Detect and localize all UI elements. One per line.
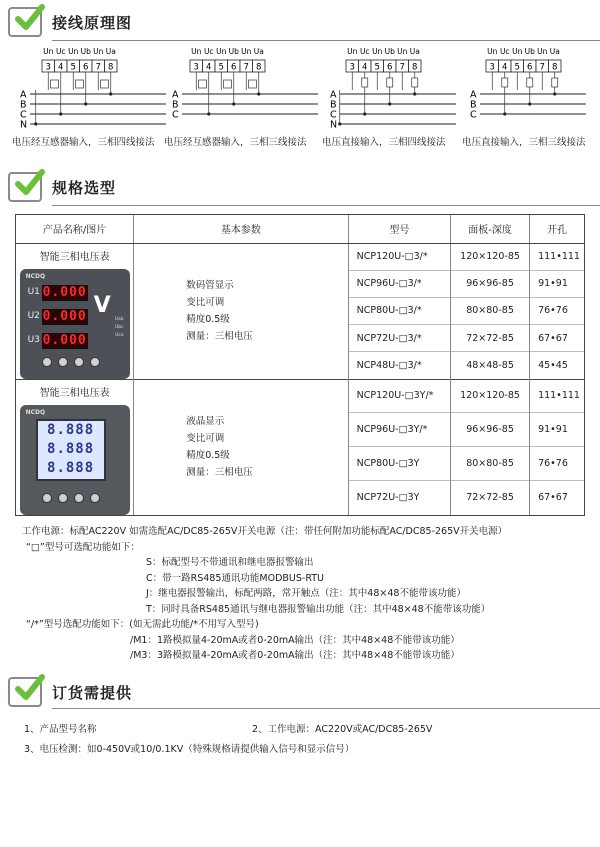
terminal-number: 5	[374, 62, 380, 73]
param-line: 液晶显示	[186, 416, 225, 427]
wiring-diagram-svg	[468, 44, 600, 136]
meter-button	[42, 357, 52, 367]
terminal-name: Ua	[253, 47, 264, 56]
hole-cell: 111•111	[530, 379, 584, 413]
terminal-number: 5	[514, 62, 520, 73]
terminal-name: Un	[216, 47, 227, 56]
table-row	[16, 379, 584, 413]
hole-cell: 91•91	[530, 413, 584, 447]
junction-dot	[232, 102, 235, 105]
led-digits: 0.000	[42, 332, 87, 348]
terminal-number: 7	[399, 62, 405, 73]
terminal-number: 6	[387, 62, 393, 73]
hole-cell: 45•45	[530, 352, 584, 379]
options-notes	[22, 524, 592, 664]
transformer-icon	[51, 80, 59, 88]
lcd-meter-image	[20, 405, 130, 515]
junction-dot	[257, 92, 260, 95]
column-header: 面板-深度	[451, 215, 530, 243]
lcd-digits: 8.888	[47, 459, 95, 476]
transformer-icon	[101, 80, 109, 88]
lcd-digits: 8.888	[47, 440, 95, 457]
model-cell: NCP80U-□3/*	[348, 297, 450, 324]
product-name: 智能三相电压表	[39, 387, 110, 399]
terminal-name: Ub	[80, 47, 91, 56]
terminal-number: 6	[527, 62, 533, 73]
transformer-icon	[199, 80, 207, 88]
junction-dot	[413, 92, 416, 95]
panel-cell: 120×120-85	[451, 379, 530, 413]
terminal-name: Ub	[524, 47, 535, 56]
model-cell: NCP72U-□3Y	[348, 481, 450, 515]
model-cell: NCP80U-□3Y	[348, 447, 450, 481]
terminal-number: 6	[83, 62, 89, 73]
meter-button	[74, 493, 84, 503]
panel-cell: 48×48-85	[451, 352, 530, 379]
meter-button	[58, 493, 68, 503]
junction-dot	[553, 92, 556, 95]
param-line: 精度0.5级	[186, 450, 230, 461]
junction-dot	[363, 112, 366, 115]
column-header: 开孔	[530, 215, 584, 243]
terminal-name: Uc	[359, 47, 370, 56]
phase-label: U1	[27, 286, 40, 297]
model-cell: NCP120U-□3/*	[348, 243, 450, 270]
terminal-number: 8	[412, 62, 418, 73]
terminal-number: 4	[362, 62, 368, 73]
wiring-diagram	[462, 44, 600, 148]
fuse-icon	[502, 78, 508, 87]
terminal-number: 5	[70, 62, 76, 73]
fuse-icon	[527, 78, 533, 87]
divider	[52, 708, 600, 709]
checkmark-icon	[8, 172, 42, 202]
diagram-caption: 电压直接输入，三相四线接法	[322, 137, 446, 148]
diagram-caption: 电压直接输入，三相三线接法	[462, 137, 586, 148]
section-header-selection	[8, 171, 116, 203]
panel-cell: 72×72-85	[451, 481, 530, 515]
terminal-name: Ua	[409, 47, 420, 56]
terminal-number: 3	[193, 62, 199, 73]
order-item: 1、产品型号名称	[24, 724, 97, 735]
junction-dot	[84, 102, 87, 105]
terminal-name: Un	[191, 47, 202, 56]
wiring-diagram	[12, 44, 168, 148]
hole-cell: 67•67	[530, 325, 584, 352]
led-digits: 0.000	[42, 308, 87, 324]
bus-label: C	[470, 109, 477, 121]
transformer-icon	[249, 80, 257, 88]
junction-dot	[528, 102, 531, 105]
bus-label: B	[330, 99, 337, 111]
model-cell: NCP120U-□3Y/*	[348, 379, 450, 413]
hole-cell: 91•91	[530, 270, 584, 297]
bus-label: B	[172, 99, 179, 111]
terminal-name: Un	[487, 47, 498, 56]
params-cell	[134, 379, 348, 515]
bus-label: N	[20, 119, 28, 131]
terminal-name: Uc	[55, 47, 66, 56]
param-line: 变比可调	[186, 297, 225, 308]
unit-label: V	[93, 292, 111, 318]
lcd-screen	[36, 419, 106, 481]
param-line: 变比可调	[186, 433, 225, 444]
wiring-diagram-svg	[18, 44, 168, 136]
terminal-name: Un	[372, 47, 383, 56]
power-note: 工作电源：标配AC220V 如需选配AC/DC85-265V开关电源（注：带任何附加功能标配AC/DC85-265V开关电源）	[22, 526, 508, 537]
column-header: 基本参数	[134, 215, 348, 243]
bus-label: A	[20, 89, 27, 101]
terminal-number: 8	[108, 62, 114, 73]
params-cell	[134, 243, 348, 379]
terminal-name: Ub	[384, 47, 395, 56]
table-row	[16, 243, 584, 270]
bus-label: C	[172, 109, 179, 121]
param-line: 测量：三相电压	[186, 467, 253, 478]
junction-dot	[207, 112, 210, 115]
junction-dot	[503, 112, 506, 115]
terminal-number: 7	[243, 62, 249, 73]
wiring-diagram	[322, 44, 478, 148]
box-option: J：继电器报警输出，标配两路，常开触点（注：其中48×48不能带该功能）	[146, 588, 466, 599]
wiring-diagram	[164, 44, 320, 148]
hole-cell: 111•111	[530, 243, 584, 270]
terminal-number: 4	[58, 62, 64, 73]
fuse-icon	[362, 78, 368, 87]
divider	[52, 40, 600, 41]
junction-dot	[338, 122, 341, 125]
meter-brand: NCDQ	[25, 408, 46, 416]
checkmark-icon	[8, 677, 42, 707]
panel-cell: 72×72-85	[451, 325, 530, 352]
hole-cell: 76•76	[530, 297, 584, 324]
table-header-row	[16, 215, 584, 243]
meter-button	[90, 357, 100, 367]
phase-label: U3	[27, 334, 40, 345]
side-label: Ubc	[114, 324, 124, 330]
lcd-digits: 8.888	[47, 421, 95, 438]
terminal-name: Un	[43, 47, 54, 56]
terminal-number: 8	[256, 62, 262, 73]
checkmark-icon	[8, 7, 42, 37]
panel-cell: 120×120-85	[451, 243, 530, 270]
terminal-number: 7	[95, 62, 101, 73]
section-header-wiring	[8, 6, 132, 38]
terminal-number: 4	[502, 62, 508, 73]
column-header: 产品名称/图片	[16, 215, 134, 243]
bus-label: N	[330, 119, 338, 131]
side-label: Uca	[115, 332, 124, 338]
diagram-caption: 电压经互感器输入，三相四线接法	[12, 137, 155, 148]
panel-cell: 96×96-85	[451, 270, 530, 297]
panel-cell: 96×96-85	[451, 413, 530, 447]
bus-label: A	[172, 89, 179, 101]
product-name: 智能三相电压表	[39, 251, 110, 263]
terminal-name: Un	[347, 47, 358, 56]
fuse-icon	[552, 78, 558, 87]
box-option: S：标配型号不带通讯和继电器报警输出	[146, 557, 314, 568]
terminal-number: 4	[206, 62, 212, 73]
transformer-icon	[76, 80, 84, 88]
section-header-order	[8, 676, 132, 708]
terminal-number: 3	[45, 62, 51, 73]
terminal-name: Un	[537, 47, 548, 56]
bus-label: B	[20, 99, 27, 111]
junction-dot	[388, 102, 391, 105]
box-option: C：带一路RS485通讯功能MODBUS-RTU	[146, 572, 324, 584]
terminal-number: 7	[539, 62, 545, 73]
box-options-intro: “□”型号可选配功能如下：	[26, 541, 140, 553]
star-options-intro: “/*”型号选配功能如下：(如无需此功能/*不用写入型号)	[26, 619, 259, 630]
bus-label: C	[330, 109, 337, 121]
led-meter-image	[20, 269, 130, 379]
order-item: 3、电压检测：如0-450V或10/0.1KV（特殊规格请提供输入信号和显示信号）	[24, 744, 355, 755]
terminal-name: Un	[512, 47, 523, 56]
section-title-wiring: 接线原理图	[52, 13, 133, 32]
order-item: 2、工作电源：AC220V或AC/DC85-265V	[252, 724, 433, 735]
terminal-name: Un	[397, 47, 408, 56]
terminal-name: Un	[68, 47, 79, 56]
param-line: 精度0.5级	[186, 314, 230, 325]
product-cell	[16, 243, 134, 379]
wiring-diagram-svg	[328, 44, 478, 136]
meter-button	[74, 357, 84, 367]
product-cell	[16, 379, 134, 515]
terminal-name: Ua	[549, 47, 560, 56]
panel-cell: 80×80-85	[451, 447, 530, 481]
star-option: /M1：1路模拟量4-20mA或者0-20mA输出（注：其中48×48不能带该功能）	[130, 634, 460, 646]
model-cell: NCP48U-□3/*	[348, 352, 450, 379]
transformer-icon	[224, 80, 232, 88]
meter-button	[42, 493, 52, 503]
meter-brand: NCDQ	[25, 272, 46, 280]
terminal-name: Uc	[499, 47, 510, 56]
bus-label: A	[330, 89, 337, 101]
junction-dot	[109, 92, 112, 95]
divider	[52, 205, 600, 206]
hole-cell: 67•67	[530, 481, 584, 515]
terminal-number: 6	[231, 62, 237, 73]
terminal-name: Un	[241, 47, 252, 56]
meter-button	[58, 357, 68, 367]
wiring-diagram-svg	[170, 44, 320, 136]
param-line: 数码管显示	[186, 280, 234, 291]
box-option: T：同时具备RS485通讯与继电器报警输出功能（注：其中48×48不能带该功能）	[146, 603, 491, 615]
terminal-number: 8	[552, 62, 558, 73]
bus-label: C	[20, 109, 27, 121]
terminal-name: Ub	[228, 47, 239, 56]
hole-cell: 76•76	[530, 447, 584, 481]
fuse-icon	[412, 78, 418, 87]
param-line: 测量：三相电压	[186, 331, 253, 342]
led-digits: 0.000	[42, 284, 87, 300]
model-cell: NCP72U-□3/*	[348, 325, 450, 352]
junction-dot	[59, 112, 62, 115]
fuse-icon	[387, 78, 393, 87]
bus-label: A	[470, 89, 477, 101]
model-cell: NCP96U-□3Y/*	[348, 413, 450, 447]
section-title-order: 订货需提供	[52, 683, 133, 702]
terminal-name: Un	[93, 47, 104, 56]
phase-label: U2	[27, 310, 40, 321]
bus-label: B	[470, 99, 477, 111]
junction-dot	[34, 122, 37, 125]
spec-table	[15, 214, 585, 516]
diagram-caption: 电压经互感器输入，三相三线接法	[164, 137, 307, 148]
star-option: /M3：3路模拟量4-20mA或者0-20mA输出（注：其中48×48不能带该功能）	[130, 650, 460, 661]
model-cell: NCP96U-□3/*	[348, 270, 450, 297]
terminal-number: 3	[489, 62, 495, 73]
terminal-number: 3	[349, 62, 355, 73]
terminal-name: Uc	[203, 47, 214, 56]
panel-cell: 80×80-85	[451, 297, 530, 324]
meter-button	[90, 493, 100, 503]
terminal-name: Ua	[105, 47, 116, 56]
section-title-selection: 规格选型	[52, 178, 117, 197]
column-header: 型号	[348, 215, 450, 243]
terminal-number: 5	[218, 62, 224, 73]
side-label: Uab	[114, 316, 124, 322]
